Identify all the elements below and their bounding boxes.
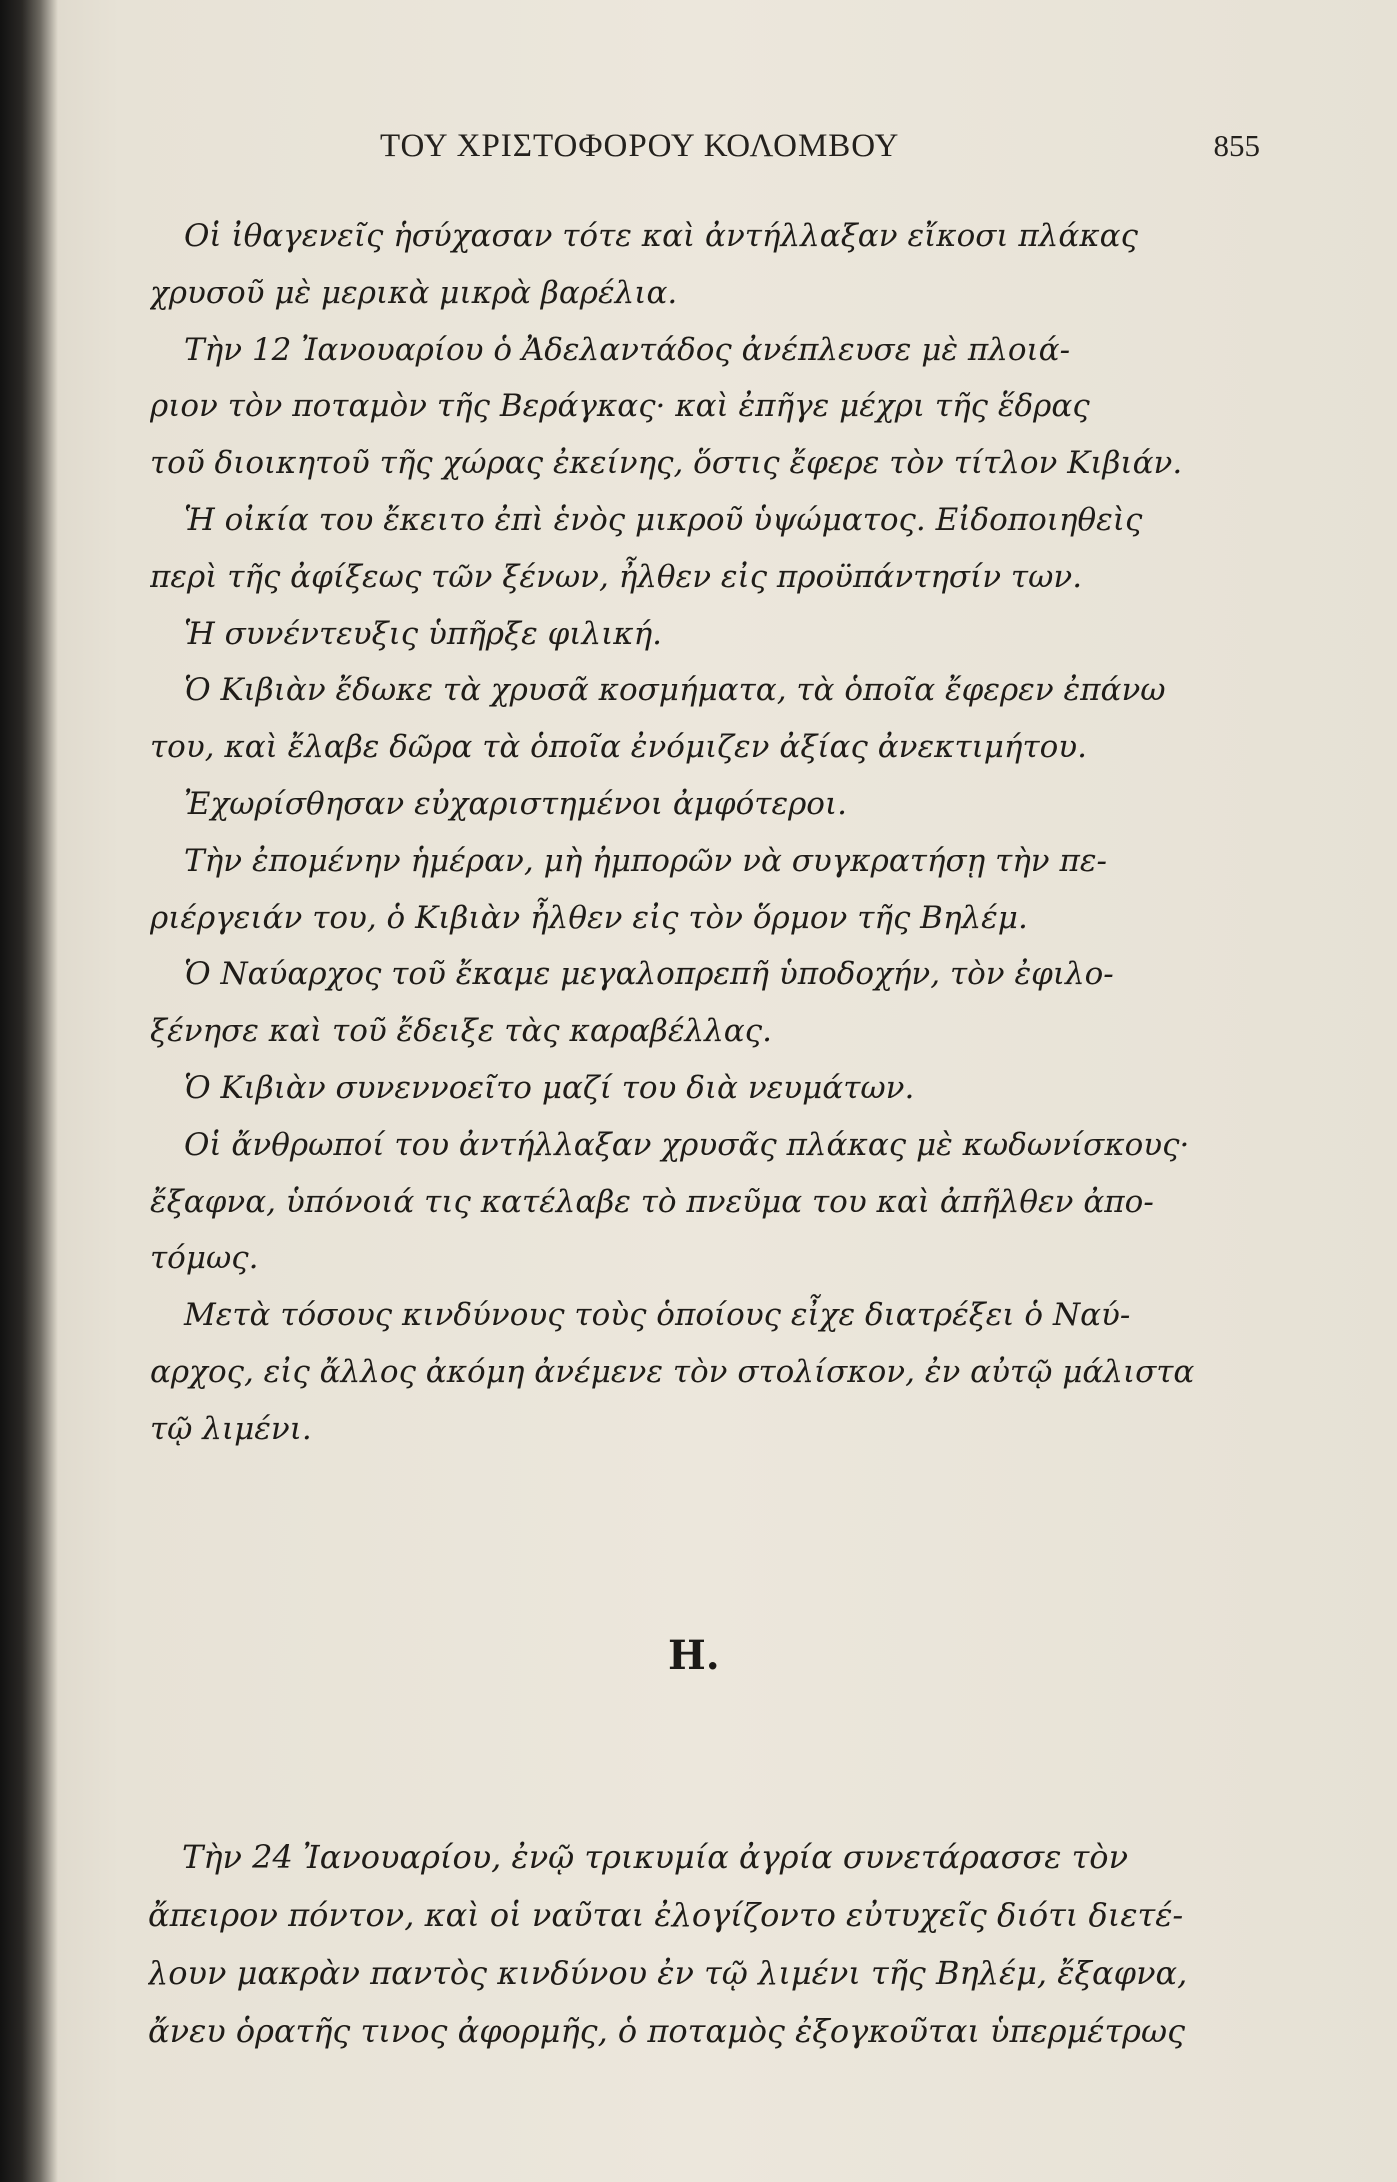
text-line: του, καὶ ἔλαβε δῶρα τὰ ὁποῖα ἐνόμιζεν ἀξίας ἀνεκτιμήτου. (150, 729, 1087, 766)
text-line: τῷ λιμένι. (150, 1410, 312, 1447)
text-line: χρυσοῦ μὲ μερικὰ μικρὰ βαρέλια. (150, 274, 678, 311)
text-line: ριέργειάν του, ὁ Κιβιὰν ἦλθεν εἰς τὸν ὅρμον τῆς Βηλέμ. (150, 899, 1028, 936)
text-line: Μετὰ τόσους κινδύνους τοὺς ὁποίους εἶχε διατρέξει ὁ Ναύ- (184, 1297, 1131, 1334)
text-line: Τὴν 12 Ἰανουαρίου ὁ Ἀδελαντάδος ἀνέπλευσε μὲ πλοιά- (184, 331, 1071, 368)
text-line: ἄπειρον πόντον, καὶ οἱ ναῦται ἐλογίζοντο εὐτυχεῖς διότι διετέ- (148, 1896, 1184, 1934)
running-title: ΤΟΥ ΧΡΙΣΤΟΦΟΡΟΥ ΚΟΛΟΜΒΟΥ (380, 128, 900, 164)
text-line: Ὁ Ναύαρχος τοῦ ἔκαμε μεγαλοπρεπῆ ὑποδοχήν, τὸν ἐφιλο- (184, 956, 1114, 993)
text-line: Ἐχωρίσθησαν εὐχαριστημένοι ἀμφότεροι. (184, 785, 847, 822)
text-line: Ὁ Κιβιὰν συνεννοεῖτο μαζί του διὰ νευμάτων. (184, 1069, 915, 1106)
book-binding-shadow (0, 0, 58, 2182)
text-line: λουν μακρὰν παντὸς κινδύνου ἐν τῷ λιμένι τῆς Βηλέμ, ἔξαφνα, (148, 1954, 1188, 1992)
text-line: τοῦ διοικητοῦ τῆς χώρας ἐκείνης, ὅστις ἔφερε τὸν τίτλον Κιβιάν. (150, 445, 1183, 482)
text-line: ἔξαφνα, ὑπόνοιά τις κατέλαβε τὸ πνεῦμα του καὶ ἀπῆλθεν ἀπο- (150, 1183, 1154, 1220)
section-heading: Η. (668, 1632, 720, 1679)
text-line: ξένησε καὶ τοῦ ἔδειξε τὰς καραβέλλας. (150, 1013, 772, 1050)
text-line: περὶ τῆς ἀφίξεως τῶν ξένων, ἦλθεν εἰς προϋπάντησίν των. (150, 558, 1083, 595)
text-line: Τὴν ἐπομένην ἡμέραν, μὴ ἠμπορῶν νὰ συγκρατήσῃ τὴν πε- (184, 842, 1107, 879)
text-line: Ὁ Κιβιὰν ἔδωκε τὰ χρυσᾶ κοσμήματα, τὰ ὁποῖα ἔφερεν ἐπάνω (184, 672, 1166, 709)
text-line: Οἱ ἰθαγενεῖς ἡσύχασαν τότε καὶ ἀντήλλαξαν εἴκοσι πλάκας (184, 218, 1138, 254)
text-line: ριον τὸν ποταμὸν τῆς Βεράγκας· καὶ ἐπῆγε μέχρι τῆς ἕδρας (150, 388, 1090, 425)
text-line: Ἡ οἰκία του ἔκειτο ἐπὶ ἑνὸς μικροῦ ὑψώματος. Εἰδοποιηθεὶς (184, 501, 1143, 538)
text-line: τόμως. (150, 1240, 259, 1277)
text-line: ἄνευ ὁρατῆς τινος ἀφορμῆς, ὁ ποταμὸς ἐξογκοῦται ὑπερμέτρως (148, 2012, 1185, 2050)
body-text (150, 208, 1270, 1458)
text-line: Ἡ συνέντευξις ὑπῆρξε φιλική. (184, 615, 663, 652)
text-line: αρχος, εἰς ἄλλος ἀκόμη ἀνέμενε τὸν στολίσκον, ἐν αὐτῷ μάλιστα (150, 1353, 1195, 1390)
page-number: 855 (1213, 128, 1260, 163)
text-line: Τὴν 24 Ἰανουαρίου, ἐνῷ τρικυμία ἀγρία συνετάρασσε τὸν (182, 1838, 1129, 1876)
running-header (380, 128, 1260, 178)
section-text (148, 1828, 1288, 2060)
text-line: Οἱ ἄνθρωποί του ἀντήλλαξαν χρυσᾶς πλάκας μὲ κωδωνίσκους· (184, 1126, 1190, 1163)
